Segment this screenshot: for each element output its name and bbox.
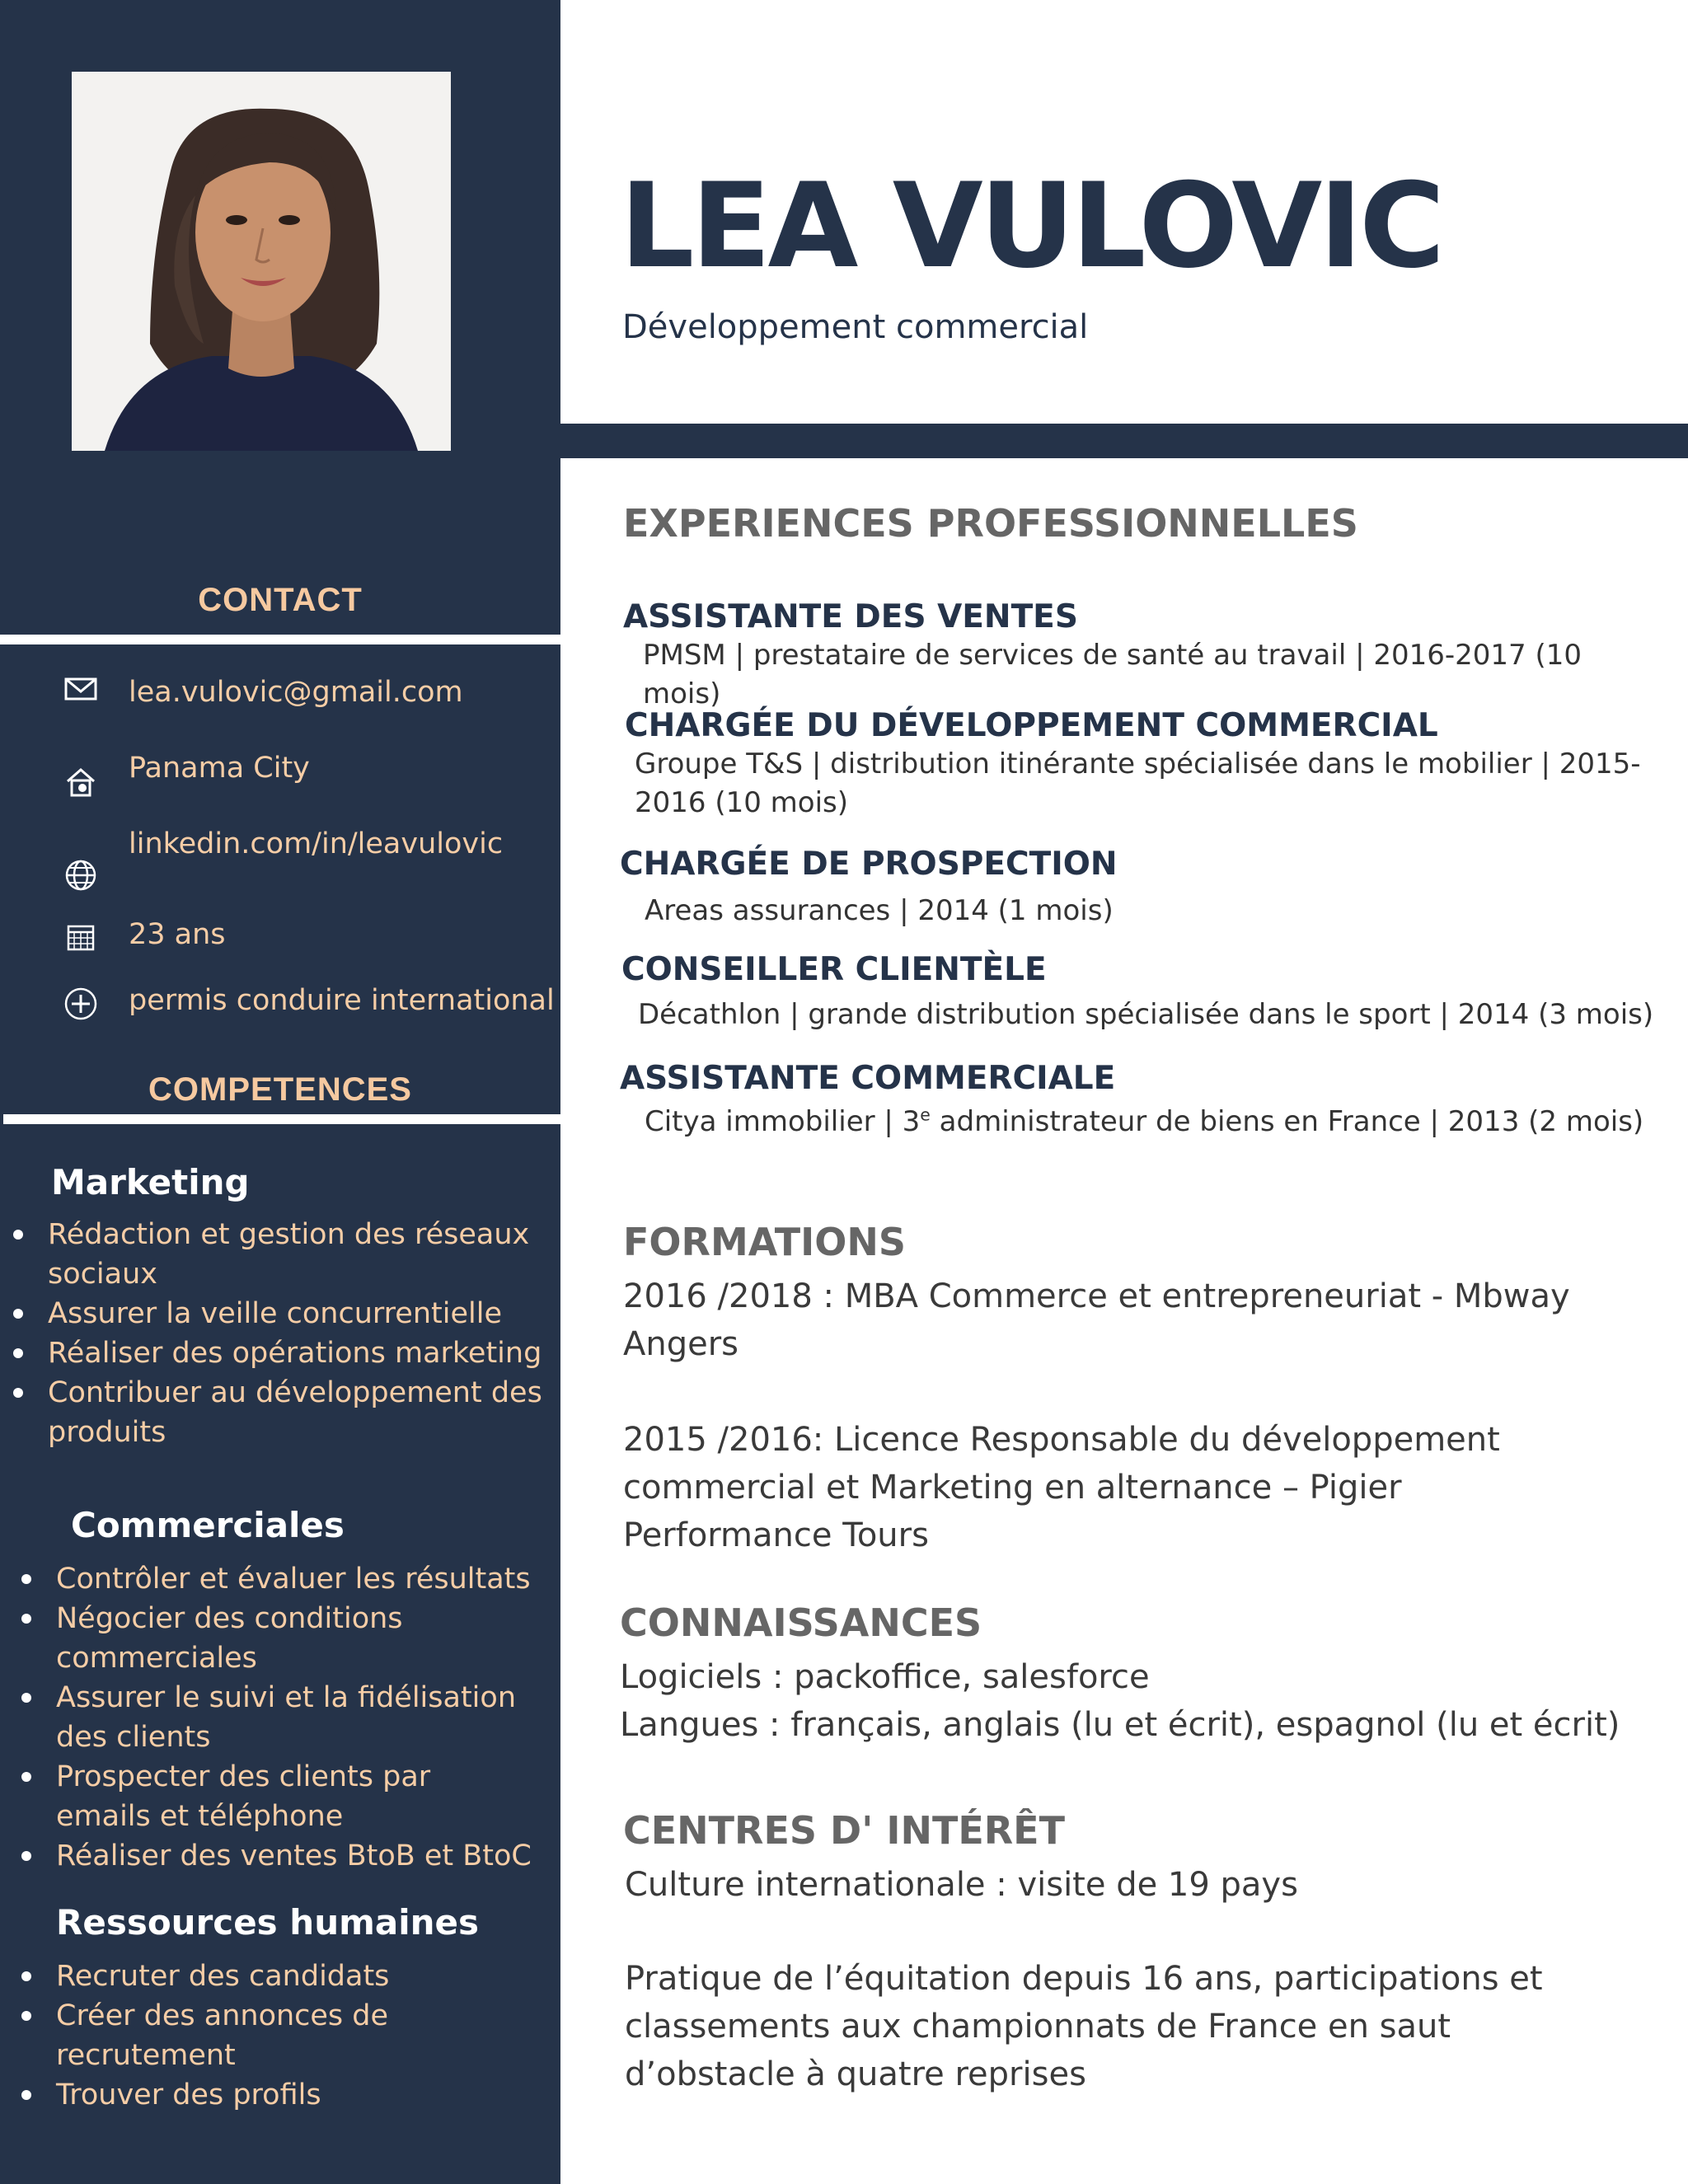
job-detail — [645, 1103, 1667, 1141]
skill-group-title: Ressources humaines — [56, 1902, 479, 1943]
contact-location — [0, 745, 560, 794]
connaissances-heading: CONNAISSANCES — [620, 1601, 982, 1645]
list-item: Prospecter des clients par emails et téléphone — [56, 1757, 534, 1836]
list-item: Contrôler et évaluer les résultats — [56, 1559, 534, 1599]
skill-list-marketing — [48, 1215, 542, 1452]
plus-circle-icon — [61, 984, 101, 1024]
list-item: Rédaction et gestion des réseaux sociaux — [48, 1215, 542, 1294]
experiences-heading: EXPERIENCES PROFESSIONNELLES — [623, 501, 1358, 546]
contact-age-text: 23 ans — [129, 918, 226, 951]
contact-email[interactable] — [0, 669, 560, 719]
contact-divider — [0, 635, 560, 644]
mail-icon — [61, 669, 101, 709]
job-title: CHARGÉE DU DÉVELOPPEMENT COMMERCIAL — [625, 707, 1438, 744]
formations-heading: FORMATIONS — [623, 1220, 906, 1264]
interet-entry: Pratique de l’équitation depuis 16 ans, participations et classements aux championnats de France en saut d’obstacle à quatre reprises — [625, 1960, 1543, 2093]
candidate-name: LEA VULOVIC — [620, 158, 1442, 294]
connaissances-line: Langues : français, anglais (lu et écrit), espagnol (lu et écrit) — [620, 1706, 1620, 1744]
job-detail-part: administrateur de biens en France | 2013 (2 mois) — [930, 1105, 1644, 1138]
list-item: Négocier des conditions commerciales — [56, 1599, 534, 1678]
contact-email-text: lea.vulovic@gmail.com — [129, 676, 463, 709]
contact-linkedin-text: linkedin.com/in/leavulovic — [129, 827, 504, 860]
job-detail: Areas assurances | 2014 (1 mois) — [645, 894, 1114, 927]
profile-photo — [72, 72, 451, 451]
list-item: Trouver des profils — [56, 2075, 485, 2115]
candidate-role: Développement commercial — [622, 308, 1089, 346]
list-item: Assurer la veille concurrentielle — [48, 1294, 542, 1333]
competences-divider — [3, 1114, 560, 1124]
job-detail: Groupe T&S | distribution itinérante spécialisée dans le mobilier | 2015-2016 (10 mois) — [635, 748, 1641, 819]
contact-license-text: permis conduire international — [129, 984, 555, 1017]
contact-age — [0, 915, 560, 964]
header-band — [560, 424, 1688, 458]
job-detail: Décathlon | grande distribution spécialisée dans le sport | 2014 (3 mois) — [638, 998, 1654, 1031]
connaissances-line: Logiciels : packoffice, salesforce — [620, 1658, 1150, 1696]
skill-group-title: Marketing — [51, 1162, 250, 1202]
interets-heading: CENTRES D' INTÉRÊT — [623, 1808, 1065, 1853]
job-title: ASSISTANTE COMMERCIALE — [620, 1060, 1116, 1097]
formation-entry: 2015 /2016: Licence Responsable du développement commercial et Marketing en alternance – Pigier Performance Tours — [623, 1421, 1500, 1554]
list-item: Assurer le suivi et la fidélisation des clients — [56, 1678, 534, 1757]
contact-location-text: Panama City — [129, 752, 310, 785]
job-detail: PMSM | prestataire de services de santé au travail | 2016-2017 (10 mois) — [643, 639, 1582, 710]
globe-icon — [61, 855, 101, 895]
list-item: Réaliser des opérations marketing — [48, 1333, 542, 1373]
job-detail-part: Citya immobilier | 3 — [645, 1105, 921, 1138]
contact-heading: CONTACT — [198, 582, 363, 618]
calendar-icon — [61, 918, 101, 958]
skill-list-commerciales — [56, 1559, 534, 1876]
job-title: ASSISTANTE DES VENTES — [623, 598, 1078, 635]
formation-entry: 2016 /2018 : MBA Commerce et entrepreneuriat - Mbway Angers — [623, 1277, 1570, 1363]
contact-linkedin[interactable] — [0, 821, 560, 870]
interet-entry: Culture internationale : visite de 19 pays — [625, 1866, 1298, 1904]
list-item: Créer des annonces de recrutement — [56, 1996, 485, 2075]
competences-heading: COMPETENCES — [148, 1071, 412, 1108]
contact-license — [0, 981, 560, 1030]
home-icon — [61, 762, 101, 801]
job-title: CHARGÉE DE PROSPECTION — [620, 846, 1118, 883]
list-item: Contribuer au développement des produits — [48, 1373, 542, 1452]
list-item: Recruter des candidats — [56, 1957, 485, 1996]
job-title: CONSEILLER CLIENTÈLE — [621, 951, 1047, 988]
list-item: Réaliser des ventes BtoB et BtoC — [56, 1836, 534, 1876]
sidebar — [0, 0, 560, 2184]
skill-group-title: Commerciales — [71, 1505, 345, 1545]
skill-list-rh — [56, 1957, 485, 2115]
ordinal-superscript: e — [920, 1104, 931, 1125]
